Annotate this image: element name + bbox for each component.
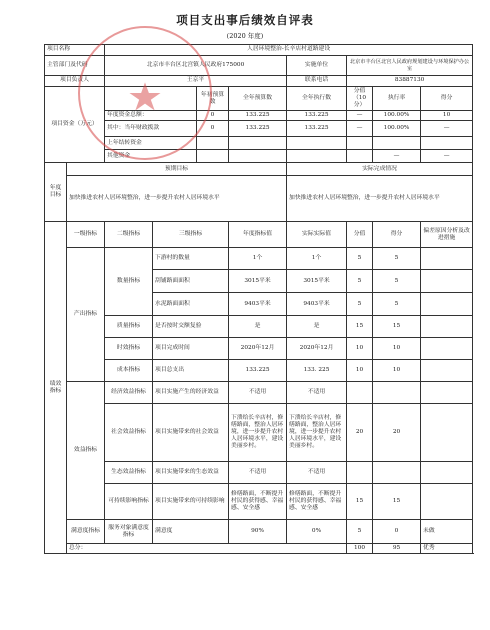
funds-cell: 133.225 <box>229 111 287 121</box>
funds-header-full-exec: 全年执行数 <box>287 87 347 111</box>
indicator-weight: 15 <box>347 316 373 338</box>
ind-header-level3: 三级指标 <box>153 222 229 248</box>
indicator-name: 项目实施带来的社会效益 <box>153 404 229 462</box>
indicator-reason <box>421 360 473 382</box>
indicator-name: 刮铺路面面积 <box>153 270 229 293</box>
funds-cell: 133.225 <box>287 111 347 121</box>
funds-cell: — <box>421 121 473 137</box>
funds-cell: 133.225 <box>287 121 347 137</box>
funds-spacer <box>105 87 197 111</box>
funds-row-label: 年度资金总额： <box>105 111 197 121</box>
econ-label: 经济效益指标 <box>105 382 153 404</box>
funds-cell <box>373 137 421 150</box>
indicator-reason <box>421 462 473 484</box>
ind-header-actual: 实际实际值 <box>287 222 347 248</box>
funds-row-label: 其中：当年财政拨款 <box>105 121 197 137</box>
ind-header-level2: 二级指标 <box>105 222 153 248</box>
document-title: 项目支出事后绩效自评表 <box>176 13 314 27</box>
indicator-name: 是否按时交额复验 <box>153 316 229 338</box>
satisfaction-indicators-label: 满意度指标 <box>67 520 105 544</box>
dept-value: 北京市丰台区北宫镇人民政府175000 <box>105 56 287 76</box>
funds-cell <box>287 137 347 150</box>
sustain-label: 可持续影响指标 <box>105 484 153 520</box>
indicator-score: 10 <box>373 360 421 382</box>
indicator-name: 项目完成时间 <box>153 338 229 360</box>
indicator-weight: 15 <box>347 484 373 520</box>
indicator-actual: 修缮路面，不断提升村民的获得感、幸福感、安全感 <box>287 484 347 520</box>
funds-row-label: 其他资金 <box>105 150 197 163</box>
indicator-actual: 2020年12月 <box>287 338 347 360</box>
eco-label: 生态效益指标 <box>105 462 153 484</box>
funds-cell: 10 <box>421 111 473 121</box>
indicator-annual: 9403平米 <box>229 293 287 316</box>
indicator-weight: 5 <box>347 270 373 293</box>
indicator-name: 项目实施带来的可持续影响 <box>153 484 229 520</box>
funds-cell: — <box>373 150 421 163</box>
indicator-name: 下游村的数量 <box>153 248 229 270</box>
indicator-weight: 20 <box>347 404 373 462</box>
indicator-weight: 10 <box>347 360 373 382</box>
funds-cell: 0 <box>197 111 229 121</box>
indicator-score: 15 <box>373 484 421 520</box>
funds-cell <box>197 150 229 163</box>
indicator-score: 5 <box>373 248 421 270</box>
ind-header-weight: 分值 <box>347 222 373 248</box>
goals-actual-header: 实际完成情况 <box>287 163 473 176</box>
indicator-name: 项目实施产生的经济效益 <box>153 382 229 404</box>
indicator-weight: 5 <box>347 248 373 270</box>
ind-header-level1: 一级指标 <box>67 222 105 248</box>
funds-header-annual: 年初预算数 <box>197 87 229 111</box>
impl-unit-value: 北京市丰台区北宫人民政府规划建设与环境保护办公室 <box>347 56 473 76</box>
funds-header-rate: 执行率 <box>373 87 421 111</box>
indicator-actual: 1个 <box>287 248 347 270</box>
indicator-reason <box>421 316 473 338</box>
indicator-reason <box>421 248 473 270</box>
service-label: 服务对象满意度指标 <box>105 520 153 544</box>
indicator-name: 满意度 <box>153 520 229 544</box>
indicator-reason <box>421 293 473 316</box>
funds-header-full-budget: 全年预算数 <box>229 87 287 111</box>
indicator-score: 5 <box>373 293 421 316</box>
funds-cell <box>421 137 473 150</box>
indicator-score <box>373 462 421 484</box>
indicator-actual: 3015平米 <box>287 270 347 293</box>
ind-header-annual: 年度指标值 <box>229 222 287 248</box>
indicator-actual: 下溃给长辛店村，修缮路面，整治人居环境，进一步提升农村人居环境水平，建设美丽乡村。 <box>287 404 347 462</box>
indicator-actual: 不适用 <box>287 462 347 484</box>
funds-cell: — <box>421 150 473 163</box>
indicator-annual: 1个 <box>229 248 287 270</box>
indicator-annual: 133.225 <box>229 360 287 382</box>
indicator-name: 项目总支出 <box>153 360 229 382</box>
goals-section-label: 年度目标 <box>45 163 67 222</box>
funds-cell <box>347 150 373 163</box>
scan-edge <box>0 0 7 630</box>
project-name-value: 人居环境整治-长辛店村道路建设 <box>105 45 473 56</box>
funds-header-weight: 分值（10分） <box>347 87 373 111</box>
indicator-annual: 2020年12月 <box>229 338 287 360</box>
indicator-score: 0 <box>373 520 421 544</box>
quantity-label: 数量指标 <box>105 248 153 316</box>
funds-cell: 133.225 <box>229 121 287 137</box>
ind-header-reason: 偏差原因分析及改进措施 <box>421 222 473 248</box>
indicator-actual: 0% <box>287 520 347 544</box>
time-label: 时效指标 <box>105 338 153 360</box>
funds-cell: — <box>347 121 373 137</box>
funds-cell <box>229 137 287 150</box>
manager-value: 王京平 <box>105 76 287 87</box>
indicator-actual: 不适用 <box>287 382 347 404</box>
self-evaluation-table <box>44 44 473 554</box>
indicator-annual: 下溃给长辛店村，修缮路面，整治人居环境，进一步提升农村人居环境水平，建设美丽乡村。 <box>229 404 287 462</box>
funds-cell: 100.00% <box>373 121 421 137</box>
cost-label: 成本指标 <box>105 360 153 382</box>
total-label: 总分： <box>67 544 347 554</box>
funds-row-label: 上年结转资金 <box>105 137 197 150</box>
funds-cell <box>287 150 347 163</box>
total-score: 95 <box>373 544 421 554</box>
funds-cell: — <box>347 111 373 121</box>
goals-expected-text: 加快推进农村人居环境整治，进一步提升农村人居环境水平 <box>67 176 287 222</box>
goals-expected-header: 预期目标 <box>67 163 287 176</box>
indicators-section-label: 绩效指标 <box>45 222 67 554</box>
indicator-weight: 5 <box>347 293 373 316</box>
funds-cell <box>347 137 373 150</box>
indicator-actual: 是 <box>287 316 347 338</box>
indicator-weight: 10 <box>347 338 373 360</box>
output-indicators-label: 产出指标 <box>67 248 105 382</box>
indicator-annual: 不适用 <box>229 462 287 484</box>
indicator-reason <box>421 382 473 404</box>
indicator-score: 20 <box>373 404 421 462</box>
quality-label: 质量指标 <box>105 316 153 338</box>
indicator-annual: 不适用 <box>229 382 287 404</box>
indicator-reason: 未做 <box>421 520 473 544</box>
indicator-weight <box>347 462 373 484</box>
phone-label: 联系电话 <box>287 76 347 87</box>
dept-label: 主管部门及代码 <box>45 56 105 76</box>
indicator-weight: 5 <box>347 520 373 544</box>
indicator-annual: 修缮路面，不断提升村民的获得感、幸福感、安全感 <box>229 484 287 520</box>
indicator-weight <box>347 382 373 404</box>
goals-actual-text: 加快推进农村人居环境整治，进一步提升农村人居环境水平 <box>287 176 473 222</box>
funds-cell <box>197 137 229 150</box>
indicator-reason <box>421 338 473 360</box>
indicator-annual: 是 <box>229 316 287 338</box>
funds-header-score: 得分 <box>421 87 473 111</box>
indicator-score: 10 <box>373 338 421 360</box>
indicator-reason <box>421 484 473 520</box>
manager-label: 项目负责人 <box>45 76 105 87</box>
indicator-actual: 133. 225 <box>287 360 347 382</box>
indicator-reason <box>421 270 473 293</box>
indicator-annual: 90% <box>229 520 287 544</box>
impl-unit-label: 实施单位 <box>287 56 347 76</box>
indicator-actual: 9403平米 <box>287 293 347 316</box>
indicator-score <box>373 382 421 404</box>
funds-section-label: 项目资金（万元） <box>45 87 105 163</box>
ind-header-score: 得分 <box>373 222 421 248</box>
indicator-name: 项目实施带来的生态效益 <box>153 462 229 484</box>
effect-indicators-label: 效益指标 <box>67 382 105 520</box>
social-label: 社会效益指标 <box>105 404 153 462</box>
project-name-label: 项目名称 <box>45 45 105 56</box>
document-subtitle: (2020 年度) <box>226 32 264 40</box>
funds-cell <box>229 150 287 163</box>
total-grade: 优秀 <box>421 544 473 554</box>
phone-value: 83887130 <box>347 76 473 87</box>
indicator-reason <box>421 404 473 462</box>
total-weight: 100 <box>347 544 373 554</box>
indicator-annual: 3015平米 <box>229 270 287 293</box>
indicator-name: 水泥路面面积 <box>153 293 229 316</box>
indicator-score: 5 <box>373 270 421 293</box>
indicator-score: 15 <box>373 316 421 338</box>
funds-cell: 0 <box>197 121 229 137</box>
funds-cell: 100.00% <box>373 111 421 121</box>
